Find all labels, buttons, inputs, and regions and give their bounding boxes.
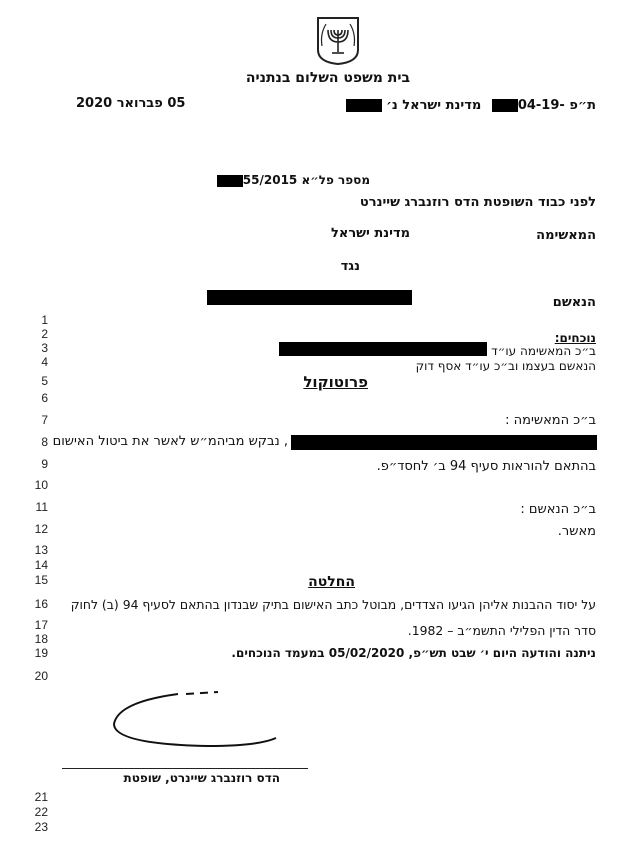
line-number: 17 <box>34 618 48 632</box>
case-number-line <box>346 98 596 113</box>
line-number: 6 <box>41 391 48 405</box>
file-number-line <box>217 173 370 187</box>
decision-given: ניתנה והודעה היום י׳ שבט תש״פ, 05/02/2020 במעמד הנוכחים. <box>231 646 596 660</box>
line-number: 22 <box>34 805 48 819</box>
protocol-title: פרוטוקול <box>303 373 368 391</box>
line-number: 11 <box>35 500 48 514</box>
redaction-prosecutor-name <box>279 342 487 356</box>
line-number: 8 <box>41 435 48 449</box>
defense-statement-text: מאשר. <box>557 524 596 539</box>
line-number: 3 <box>41 341 48 355</box>
judge-signature-name: הדס רוזנברג שיינרט, שופטת <box>123 771 280 785</box>
court-name: בית משפט השלום בנתניה <box>245 70 410 86</box>
line-number: 23 <box>34 820 48 834</box>
prosecution-name: מדינת ישראל <box>330 226 410 241</box>
redaction-case-id <box>492 99 518 112</box>
present-heading: נוכחים: <box>554 331 596 345</box>
redaction-file-number <box>217 175 243 187</box>
line-number: 2 <box>41 327 48 341</box>
line-number: 16 <box>34 597 48 611</box>
line-number: 21 <box>34 790 48 804</box>
line-number: 5 <box>41 374 48 388</box>
file-number: 55/2015 <box>242 173 298 187</box>
defendant-label: הנאשם <box>552 295 596 310</box>
line-number: 18 <box>34 632 48 646</box>
present-line-1: ב״כ המאשימה עו״ד <box>491 344 596 358</box>
line-number: 10 <box>34 478 48 492</box>
line-number: 19 <box>34 646 48 660</box>
versus: נגד <box>340 259 360 274</box>
before-judge: לפני כבוד השופטת הדס רוזנברג שיינרט <box>359 195 596 210</box>
decision-title: החלטה <box>308 574 355 590</box>
case-parties: מדינת ישראל נ׳ <box>386 98 482 113</box>
handwritten-signature <box>108 688 278 756</box>
signature-line <box>62 768 308 769</box>
case-prefix: ת״פ <box>569 98 596 113</box>
decision-line-2: סדר הדין הפלילי התשמ״ב – 1982. <box>407 623 596 638</box>
prosecution-statement-text: , נבקש מביהמ״ש לאשר את ביטול האישום <box>52 434 288 449</box>
line-number: 12 <box>34 522 48 536</box>
prosecution-statement-label: ב״כ המאשימה : <box>505 413 596 428</box>
present-line-2: הנאשם בעצמו וב״כ עו״ד אסף דוק <box>415 359 596 373</box>
line-number: 7 <box>41 413 48 427</box>
hearing-date: 05 פברואר 2020 <box>76 96 186 111</box>
line-number: 15 <box>34 573 48 587</box>
file-label: מספר פל״א <box>301 173 370 187</box>
case-mid: -04-19 <box>517 98 565 113</box>
redaction-prosecution-statement <box>291 435 597 450</box>
prosecution-label: המאשימה <box>536 228 596 243</box>
redaction-case-defendant <box>346 99 382 112</box>
defense-statement-label: ב״כ הנאשם : <box>520 502 596 517</box>
line-number: 9 <box>41 457 48 471</box>
line-number: 20 <box>34 669 48 683</box>
line-number: 4 <box>41 355 48 369</box>
line-number: 13 <box>34 543 48 557</box>
prosecution-statement-text-2: בהתאם להוראות סעיף 94 ב׳ לחסד״פ. <box>376 459 596 474</box>
line-number: 1 <box>41 313 48 327</box>
decision-line-1: על יסוד ההבנות אליהן הגיעו הצדדים, מבוטל כתב האישום בתיק שבנדון בהתאם לסעיף 94 (ב) לחוק <box>70 597 596 612</box>
redaction-defendant-name <box>207 290 412 305</box>
line-number: 14 <box>34 558 48 572</box>
state-emblem <box>316 16 360 66</box>
